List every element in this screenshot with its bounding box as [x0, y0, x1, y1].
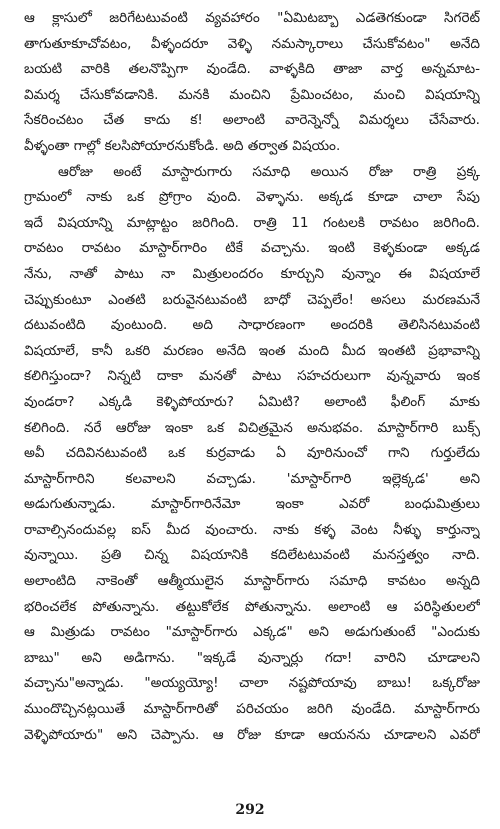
text-line: ముందొచ్చినట్లయితే మాస్టార్‌గారితో పరిచయం జరిగి వుండేది. మాస్టార్‌గారు — [24, 701, 480, 718]
text-line: వీళ్ళంతా గాల్లో కలసిపోయారనుకోండి. అది తర్వాత విషయం. — [24, 137, 341, 154]
text-line: రావాల్సినందువల్ల ఐస్ మీద వుంచారు. నాకు కళ్ళ వెంట నీళ్ళు కార్తున్నా — [24, 521, 480, 538]
text-line: విమర్శ చేసుకోవడానికి. మనకి మంచిని ప్రేమించటం, మంచి విషయాన్ని — [24, 86, 480, 103]
text-line: బాబు" అని అడిగాను. "ఇక్కడే వున్నార్లు గదా! వారిని చూడాలని — [24, 649, 480, 666]
text-line: ఆ మిత్రుడు రావటం "మాస్టార్‌గారు ఎక్కడ" అని అడుగుతుంటే "ఎందుకు — [24, 624, 480, 641]
text-line: వున్నాయి. ప్రతి చిన్న విషయానికి కదిలేటటువంటి మనస్తత్వం నాది. — [24, 547, 480, 564]
text-line: సేకరించటం చేత కాదు క! అలాంటి వారెన్నెన్నో విమర్శలు చేసేవారు. — [24, 112, 480, 129]
text-line: భరించలేక పోతున్నాను. తట్టుకోలేక పోతున్నాను. అలాంటి ఆ పరిస్థితులలో — [24, 598, 480, 615]
page-number: 292 — [235, 802, 265, 818]
text-line: గ్రామంలో నాకు ఒక ప్రోగ్రాం వుంది. వెళ్ళాను. అక్కడ కూడా చాలా సేపు — [24, 189, 480, 206]
text-line: వచ్చాను"అన్నాడు. "అయ్యయ్యో! చాలా నష్టపోయావు బాబు! ఒక్కరోజు — [24, 675, 480, 692]
text-line: దటువంటిది వుంటుంది. అది సాధారణంగా అందరికి తెలిసినటువంటి — [24, 317, 480, 334]
text-line: ఇదే విషయాన్ని మాట్లాట్టం జరిగింది. రాత్రి 11 గంటలకి రావటం జరిగింది. — [24, 214, 480, 231]
text-line: తాగుతూకూచోవటం, వీళ్ళందరూ వెళ్ళి నమస్కారాలు చేసుకోవటం" అనేది — [24, 35, 480, 52]
text-line: చెప్పుకుంటూ ఎంతటి బరువైనటువంటి బాధో చెప్పలేం! అసలు మరణమనే — [24, 291, 480, 308]
text-line: వుండరా? ఎక్కడి కెళ్ళిపోయారు? ఏమిటి? అలాంటి ఫీలింగ్ మాకు — [24, 393, 480, 410]
text-line: కలిగింది. నరే ఆరోజు ఇంకా ఒక విచిత్రమైన అనుభవం. మాస్టార్‌గారి బుక్స్ — [24, 419, 480, 436]
text-line: మాస్టార్‌గారిని కలవాలని వచ్చాడు. 'మాస్టార్‌గారి ఇల్లెక్కడ' అని — [24, 470, 480, 487]
text-line: బయటి వారికి తలనొప్పిగా వుండేది. వాళ్ళకిది తాజా వార్త అన్నమాట- — [24, 61, 480, 78]
text-line: వెళ్ళిపోయారు" అని చెప్పాను. ఆ రోజు కూడా ఆయనను చూడాలని ఎవరో — [24, 726, 480, 743]
text-line: నేను, నాతో పాటు నా మిత్రులందరం కూర్చుని వున్నాం ఈ విషయాలే — [24, 265, 480, 282]
text-line: అవీ చదివినటువంటి ఒక కుర్రవాడు ఏ వూరినుంచో గాని గుర్తులేదు — [24, 445, 480, 462]
text-line: అలాంటిది నాకెంతో ఆత్మీయులైన మాస్టార్‌గారు సమాధి కావటం అన్నది — [24, 573, 480, 590]
text-line: రావటం రావటం మాస్టార్‌గారిం టికే వచ్చాను. ఇంటి కెళ్ళకుండా అక్కడ — [24, 240, 480, 257]
text-line: ఆ క్లాసులో జరిగేటటువంటి వ్యవహారం "ఏమిటబ్బా ఎడతెగకుండా సిగరెట్ — [24, 10, 480, 26]
text-line: విషయాలే, కానీ ఒకరి మరణం అనేది ఇంత మంది మీద ఇంతటి ప్రభావాన్ని — [24, 342, 480, 359]
body-text — [24, 6, 480, 748]
paragraph-start-line: ఆరోజు అంటే మాస్టారుగారు సమాధి అయిన రోజు రాత్రి ప్రక్క — [58, 163, 480, 180]
text-line: కలిగిస్తుందా? నిన్నటి దాకా మనతో పాటు సహచరులుగా వున్నవారు ఇంక — [24, 368, 480, 385]
text-line: అడుగుతున్నాడు. మాస్టార్‌గారినేమో ఇంకా ఎవరో బంధుమిత్రులు — [24, 496, 480, 513]
